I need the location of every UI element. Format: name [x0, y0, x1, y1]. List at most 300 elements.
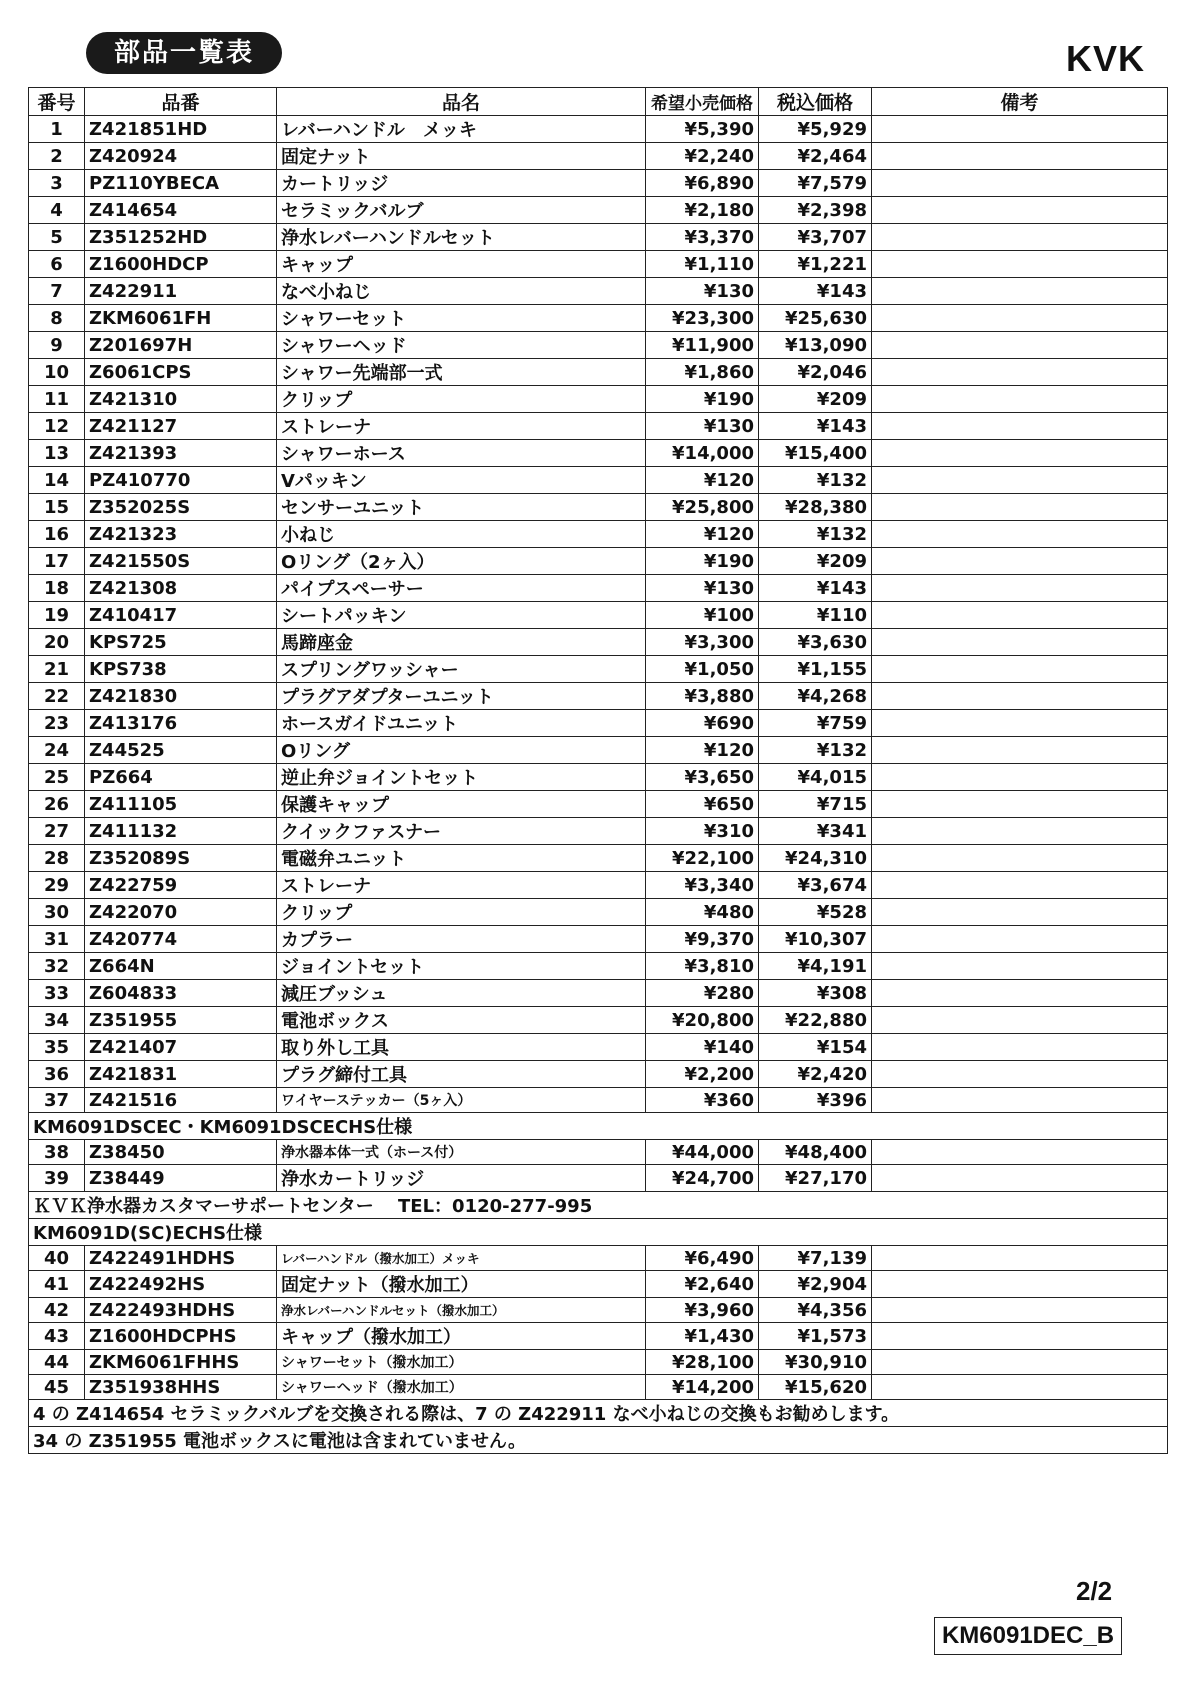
row-part-name: カートリッジ [277, 170, 646, 197]
row-list-price: ¥44,000 [646, 1140, 759, 1165]
row-part-name: 電池ボックス [277, 1007, 646, 1034]
row-part-name: クイックファスナー [277, 818, 646, 845]
row-part-number: Z352025S [85, 494, 277, 521]
row-tax-price: ¥132 [759, 737, 872, 764]
row-part-name: なべ小ねじ [277, 278, 646, 305]
row-part-number: Z664N [85, 953, 277, 980]
row-part-name: シートパッキン [277, 602, 646, 629]
row-remarks [872, 1165, 1168, 1192]
table-row [29, 143, 1168, 170]
table-row [29, 224, 1168, 251]
row-tax-price: ¥7,139 [759, 1246, 872, 1271]
page-number: 2/2 [1076, 1576, 1113, 1606]
row-part-name: セラミックバルブ [277, 197, 646, 224]
row-list-price: ¥120 [646, 467, 759, 494]
table-row [29, 332, 1168, 359]
row-number: 43 [29, 1323, 85, 1350]
note-row [29, 1427, 1168, 1454]
row-part-name: 減圧ブッシュ [277, 980, 646, 1007]
row-number: 34 [29, 1007, 85, 1034]
row-tax-price: ¥154 [759, 1034, 872, 1061]
row-remarks [872, 602, 1168, 629]
row-remarks [872, 1007, 1168, 1034]
row-number: 28 [29, 845, 85, 872]
row-list-price: ¥100 [646, 602, 759, 629]
row-part-number: Z411105 [85, 791, 277, 818]
row-remarks [872, 413, 1168, 440]
table-row [29, 413, 1168, 440]
row-number: 20 [29, 629, 85, 656]
table-row [29, 1140, 1168, 1165]
row-part-number: Z421830 [85, 683, 277, 710]
table-row [29, 764, 1168, 791]
row-tax-price: ¥341 [759, 818, 872, 845]
row-number: 13 [29, 440, 85, 467]
row-remarks [872, 440, 1168, 467]
row-remarks [872, 1034, 1168, 1061]
row-list-price: ¥140 [646, 1034, 759, 1061]
row-tax-price: ¥28,380 [759, 494, 872, 521]
row-remarks [872, 845, 1168, 872]
row-part-name: Vパッキン [277, 467, 646, 494]
row-tax-price: ¥1,155 [759, 656, 872, 683]
parts-table [28, 87, 1168, 1454]
row-remarks [872, 656, 1168, 683]
row-tax-price: ¥1,221 [759, 251, 872, 278]
row-part-number: PZ410770 [85, 467, 277, 494]
row-part-number: Z422491HDHS [85, 1246, 277, 1271]
row-remarks [872, 1088, 1168, 1113]
row-part-number: KPS725 [85, 629, 277, 656]
table-row [29, 953, 1168, 980]
row-part-number: Z421310 [85, 386, 277, 413]
row-remarks [872, 359, 1168, 386]
row-remarks [872, 143, 1168, 170]
table-header-row [29, 88, 1168, 116]
row-part-number: Z422070 [85, 899, 277, 926]
table-row [29, 1350, 1168, 1375]
row-part-name: 馬蹄座金 [277, 629, 646, 656]
row-list-price: ¥120 [646, 521, 759, 548]
table-row [29, 548, 1168, 575]
row-part-name: 逆止弁ジョイントセット [277, 764, 646, 791]
row-part-name: 保護キャップ [277, 791, 646, 818]
row-part-number: Z422911 [85, 278, 277, 305]
table-row [29, 1323, 1168, 1350]
row-number: 30 [29, 899, 85, 926]
row-part-name: キャップ（撥水加工） [277, 1323, 646, 1350]
row-tax-price: ¥3,630 [759, 629, 872, 656]
row-part-number: Z421407 [85, 1034, 277, 1061]
table-row [29, 683, 1168, 710]
table-row [29, 170, 1168, 197]
row-number: 12 [29, 413, 85, 440]
table-row [29, 1271, 1168, 1298]
row-part-number: Z422759 [85, 872, 277, 899]
table-row [29, 602, 1168, 629]
row-tax-price: ¥143 [759, 575, 872, 602]
row-tax-price: ¥209 [759, 548, 872, 575]
row-part-name: 浄水カートリッジ [277, 1165, 646, 1192]
table-row [29, 1298, 1168, 1323]
row-part-number: Z1600HDCPHS [85, 1323, 277, 1350]
row-part-name: レバーハンドル（撥水加工）メッキ [277, 1246, 646, 1271]
row-part-number: Z422493HDHS [85, 1298, 277, 1323]
row-remarks [872, 818, 1168, 845]
row-list-price: ¥2,640 [646, 1271, 759, 1298]
row-number: 9 [29, 332, 85, 359]
row-tax-price: ¥13,090 [759, 332, 872, 359]
row-part-number: Z421550S [85, 548, 277, 575]
row-part-number: Z604833 [85, 980, 277, 1007]
support-section [29, 1192, 1168, 1246]
row-list-price: ¥3,370 [646, 224, 759, 251]
row-list-price: ¥20,800 [646, 1007, 759, 1034]
table-row [29, 1165, 1168, 1192]
row-part-name: パイプスペーサー [277, 575, 646, 602]
row-tax-price: ¥2,904 [759, 1271, 872, 1298]
row-number: 29 [29, 872, 85, 899]
row-number: 32 [29, 953, 85, 980]
table-row [29, 899, 1168, 926]
row-part-name: クリップ [277, 386, 646, 413]
row-list-price: ¥1,110 [646, 251, 759, 278]
note-row [29, 1400, 1168, 1427]
row-tax-price: ¥5,929 [759, 116, 872, 143]
row-list-price: ¥2,200 [646, 1061, 759, 1088]
row-part-number: Z421127 [85, 413, 277, 440]
row-part-number: Z421308 [85, 575, 277, 602]
row-list-price: ¥14,200 [646, 1375, 759, 1400]
row-remarks [872, 1271, 1168, 1298]
row-part-name: プラグアダプターユニット [277, 683, 646, 710]
row-remarks [872, 224, 1168, 251]
row-part-number: Z411132 [85, 818, 277, 845]
row-tax-price: ¥22,880 [759, 1007, 872, 1034]
table-row [29, 197, 1168, 224]
row-list-price: ¥28,100 [646, 1350, 759, 1375]
row-number: 37 [29, 1088, 85, 1113]
table-row [29, 629, 1168, 656]
row-remarks [872, 1061, 1168, 1088]
row-remarks [872, 791, 1168, 818]
row-remarks [872, 1246, 1168, 1271]
row-part-number: Z351938HHS [85, 1375, 277, 1400]
table-row [29, 980, 1168, 1007]
row-list-price: ¥14,000 [646, 440, 759, 467]
row-tax-price: ¥3,707 [759, 224, 872, 251]
table-row [29, 359, 1168, 386]
row-remarks [872, 548, 1168, 575]
row-part-name: スプリングワッシャー [277, 656, 646, 683]
row-number: 1 [29, 116, 85, 143]
section-c-title: KM6091D(SC)ECHS仕様 [29, 1219, 1168, 1246]
row-number: 36 [29, 1061, 85, 1088]
row-remarks [872, 305, 1168, 332]
row-list-price: ¥22,100 [646, 845, 759, 872]
row-part-name: Oリング [277, 737, 646, 764]
row-list-price: ¥2,240 [646, 143, 759, 170]
row-tax-price: ¥3,674 [759, 872, 872, 899]
brand-logo: KVK [1066, 38, 1146, 79]
row-remarks [872, 197, 1168, 224]
row-tax-price: ¥528 [759, 899, 872, 926]
table-row [29, 251, 1168, 278]
table-row [29, 1061, 1168, 1088]
row-list-price: ¥24,700 [646, 1165, 759, 1192]
table-row [29, 737, 1168, 764]
rows-group-a [29, 116, 1168, 1113]
row-part-name: 浄水レバーハンドルセット [277, 224, 646, 251]
row-number: 8 [29, 305, 85, 332]
row-tax-price: ¥308 [759, 980, 872, 1007]
row-tax-price: ¥2,464 [759, 143, 872, 170]
row-list-price: ¥130 [646, 278, 759, 305]
row-part-number: Z6061CPS [85, 359, 277, 386]
table-row [29, 494, 1168, 521]
row-part-name: キャップ [277, 251, 646, 278]
row-remarks [872, 251, 1168, 278]
row-part-number: Z421831 [85, 1061, 277, 1088]
document-code: KM6091DEC_B [934, 1617, 1122, 1655]
row-tax-price: ¥396 [759, 1088, 872, 1113]
table-row [29, 467, 1168, 494]
row-part-name: Oリング（2ヶ入） [277, 548, 646, 575]
row-number: 19 [29, 602, 85, 629]
table-row [29, 440, 1168, 467]
rows-group-c [29, 1246, 1168, 1400]
row-list-price: ¥120 [646, 737, 759, 764]
row-number: 11 [29, 386, 85, 413]
section-b-title: KM6091DSCEC・KM6091DSCECHS仕様 [29, 1113, 1168, 1140]
row-part-number: Z201697H [85, 332, 277, 359]
section-b [29, 1113, 1168, 1140]
row-list-price: ¥3,880 [646, 683, 759, 710]
row-part-number: Z422492HS [85, 1271, 277, 1298]
row-remarks [872, 170, 1168, 197]
row-list-price: ¥2,180 [646, 197, 759, 224]
row-list-price: ¥280 [646, 980, 759, 1007]
row-list-price: ¥690 [646, 710, 759, 737]
row-number: 16 [29, 521, 85, 548]
row-list-price: ¥3,300 [646, 629, 759, 656]
row-list-price: ¥480 [646, 899, 759, 926]
support-row [29, 1192, 1168, 1219]
row-list-price: ¥9,370 [646, 926, 759, 953]
row-number: 6 [29, 251, 85, 278]
row-remarks [872, 386, 1168, 413]
row-part-name: ジョイントセット [277, 953, 646, 980]
rows-group-b [29, 1140, 1168, 1192]
row-part-number: Z414654 [85, 197, 277, 224]
row-number: 35 [29, 1034, 85, 1061]
section-row [29, 1113, 1168, 1140]
row-list-price: ¥23,300 [646, 305, 759, 332]
row-remarks [872, 926, 1168, 953]
row-number: 14 [29, 467, 85, 494]
row-remarks [872, 629, 1168, 656]
table-row [29, 656, 1168, 683]
row-part-number: Z421851HD [85, 116, 277, 143]
table-row [29, 116, 1168, 143]
row-remarks [872, 332, 1168, 359]
row-part-number: PZ110YBECA [85, 170, 277, 197]
row-part-name: レバーハンドル メッキ [277, 116, 646, 143]
row-part-name: センサーユニット [277, 494, 646, 521]
row-number: 33 [29, 980, 85, 1007]
row-part-number: Z420774 [85, 926, 277, 953]
row-list-price: ¥130 [646, 575, 759, 602]
row-tax-price: ¥15,400 [759, 440, 872, 467]
row-part-name: シャワーヘッド [277, 332, 646, 359]
row-tax-price: ¥143 [759, 278, 872, 305]
row-remarks [872, 953, 1168, 980]
row-tax-price: ¥27,170 [759, 1165, 872, 1192]
row-number: 21 [29, 656, 85, 683]
row-part-name: シャワー先端部一式 [277, 359, 646, 386]
row-part-number: ZKM6061FHHS [85, 1350, 277, 1375]
row-list-price: ¥6,490 [646, 1246, 759, 1271]
row-list-price: ¥650 [646, 791, 759, 818]
row-part-number: PZ664 [85, 764, 277, 791]
table-row [29, 278, 1168, 305]
col-header-tax-price: 税込価格 [759, 88, 872, 116]
row-part-name: 電磁弁ユニット [277, 845, 646, 872]
row-number: 31 [29, 926, 85, 953]
row-tax-price: ¥759 [759, 710, 872, 737]
row-part-number: Z38450 [85, 1140, 277, 1165]
row-part-name: 固定ナット [277, 143, 646, 170]
row-list-price: ¥130 [646, 413, 759, 440]
row-tax-price: ¥132 [759, 467, 872, 494]
row-part-name: クリップ [277, 899, 646, 926]
section-row [29, 1219, 1168, 1246]
page-title: 部品一覧表 [86, 32, 282, 74]
table-row [29, 926, 1168, 953]
row-part-number: Z421323 [85, 521, 277, 548]
row-part-name: 固定ナット（撥水加工） [277, 1271, 646, 1298]
row-number: 40 [29, 1246, 85, 1271]
row-number: 24 [29, 737, 85, 764]
row-part-number: Z410417 [85, 602, 277, 629]
row-list-price: ¥310 [646, 818, 759, 845]
row-number: 15 [29, 494, 85, 521]
table-row [29, 521, 1168, 548]
row-remarks [872, 116, 1168, 143]
row-list-price: ¥3,650 [646, 764, 759, 791]
row-number: 4 [29, 197, 85, 224]
row-tax-price: ¥2,046 [759, 359, 872, 386]
table-row [29, 1375, 1168, 1400]
row-number: 10 [29, 359, 85, 386]
row-number: 27 [29, 818, 85, 845]
row-part-number: Z421393 [85, 440, 277, 467]
row-remarks [872, 683, 1168, 710]
row-part-number: KPS738 [85, 656, 277, 683]
row-number: 7 [29, 278, 85, 305]
table-row [29, 872, 1168, 899]
row-tax-price: ¥132 [759, 521, 872, 548]
table-row [29, 1246, 1168, 1271]
row-list-price: ¥3,960 [646, 1298, 759, 1323]
row-part-number: Z351955 [85, 1007, 277, 1034]
row-remarks [872, 980, 1168, 1007]
row-number: 22 [29, 683, 85, 710]
row-list-price: ¥3,340 [646, 872, 759, 899]
row-part-name: シャワーセット [277, 305, 646, 332]
row-remarks [872, 764, 1168, 791]
row-tax-price: ¥10,307 [759, 926, 872, 953]
row-list-price: ¥6,890 [646, 170, 759, 197]
table-row [29, 845, 1168, 872]
row-number: 17 [29, 548, 85, 575]
row-list-price: ¥1,860 [646, 359, 759, 386]
row-part-name: シャワーヘッド（撥水加工） [277, 1375, 646, 1400]
row-number: 3 [29, 170, 85, 197]
row-tax-price: ¥2,398 [759, 197, 872, 224]
row-tax-price: ¥1,573 [759, 1323, 872, 1350]
row-list-price: ¥190 [646, 386, 759, 413]
row-remarks [872, 710, 1168, 737]
row-remarks [872, 575, 1168, 602]
row-list-price: ¥1,430 [646, 1323, 759, 1350]
row-number: 23 [29, 710, 85, 737]
table-row [29, 1007, 1168, 1034]
row-number: 38 [29, 1140, 85, 1165]
row-part-number: ZKM6061FH [85, 305, 277, 332]
row-remarks [872, 467, 1168, 494]
table-row [29, 1088, 1168, 1113]
col-header-list-price: 希望小売価格 [646, 88, 759, 116]
row-part-number: Z421516 [85, 1088, 277, 1113]
row-part-name: カプラー [277, 926, 646, 953]
row-part-number: Z44525 [85, 737, 277, 764]
row-tax-price: ¥15,620 [759, 1375, 872, 1400]
row-list-price: ¥1,050 [646, 656, 759, 683]
row-tax-price: ¥715 [759, 791, 872, 818]
row-part-name: プラグ締付工具 [277, 1061, 646, 1088]
row-part-number: Z352089S [85, 845, 277, 872]
row-part-name: ワイヤーステッカー（5ヶ入） [277, 1088, 646, 1113]
row-part-name: ストレーナ [277, 872, 646, 899]
col-header-remarks: 備考 [872, 88, 1168, 116]
row-list-price: ¥5,390 [646, 116, 759, 143]
row-tax-price: ¥209 [759, 386, 872, 413]
row-number: 18 [29, 575, 85, 602]
row-list-price: ¥190 [646, 548, 759, 575]
row-tax-price: ¥4,268 [759, 683, 872, 710]
row-tax-price: ¥7,579 [759, 170, 872, 197]
row-remarks [872, 278, 1168, 305]
row-part-number: Z413176 [85, 710, 277, 737]
row-part-number: Z38449 [85, 1165, 277, 1192]
row-tax-price: ¥48,400 [759, 1140, 872, 1165]
row-remarks [872, 1140, 1168, 1165]
row-tax-price: ¥25,630 [759, 305, 872, 332]
row-part-name: 浄水レバーハンドルセット（撥水加工） [277, 1298, 646, 1323]
table-row [29, 818, 1168, 845]
row-remarks [872, 1350, 1168, 1375]
row-number: 5 [29, 224, 85, 251]
table-row [29, 791, 1168, 818]
row-tax-price: ¥143 [759, 413, 872, 440]
row-tax-price: ¥30,910 [759, 1350, 872, 1375]
row-number: 45 [29, 1375, 85, 1400]
row-list-price: ¥3,810 [646, 953, 759, 980]
row-number: 25 [29, 764, 85, 791]
row-part-name: 取り外し工具 [277, 1034, 646, 1061]
row-part-name: 浄水器本体一式（ホース付） [277, 1140, 646, 1165]
